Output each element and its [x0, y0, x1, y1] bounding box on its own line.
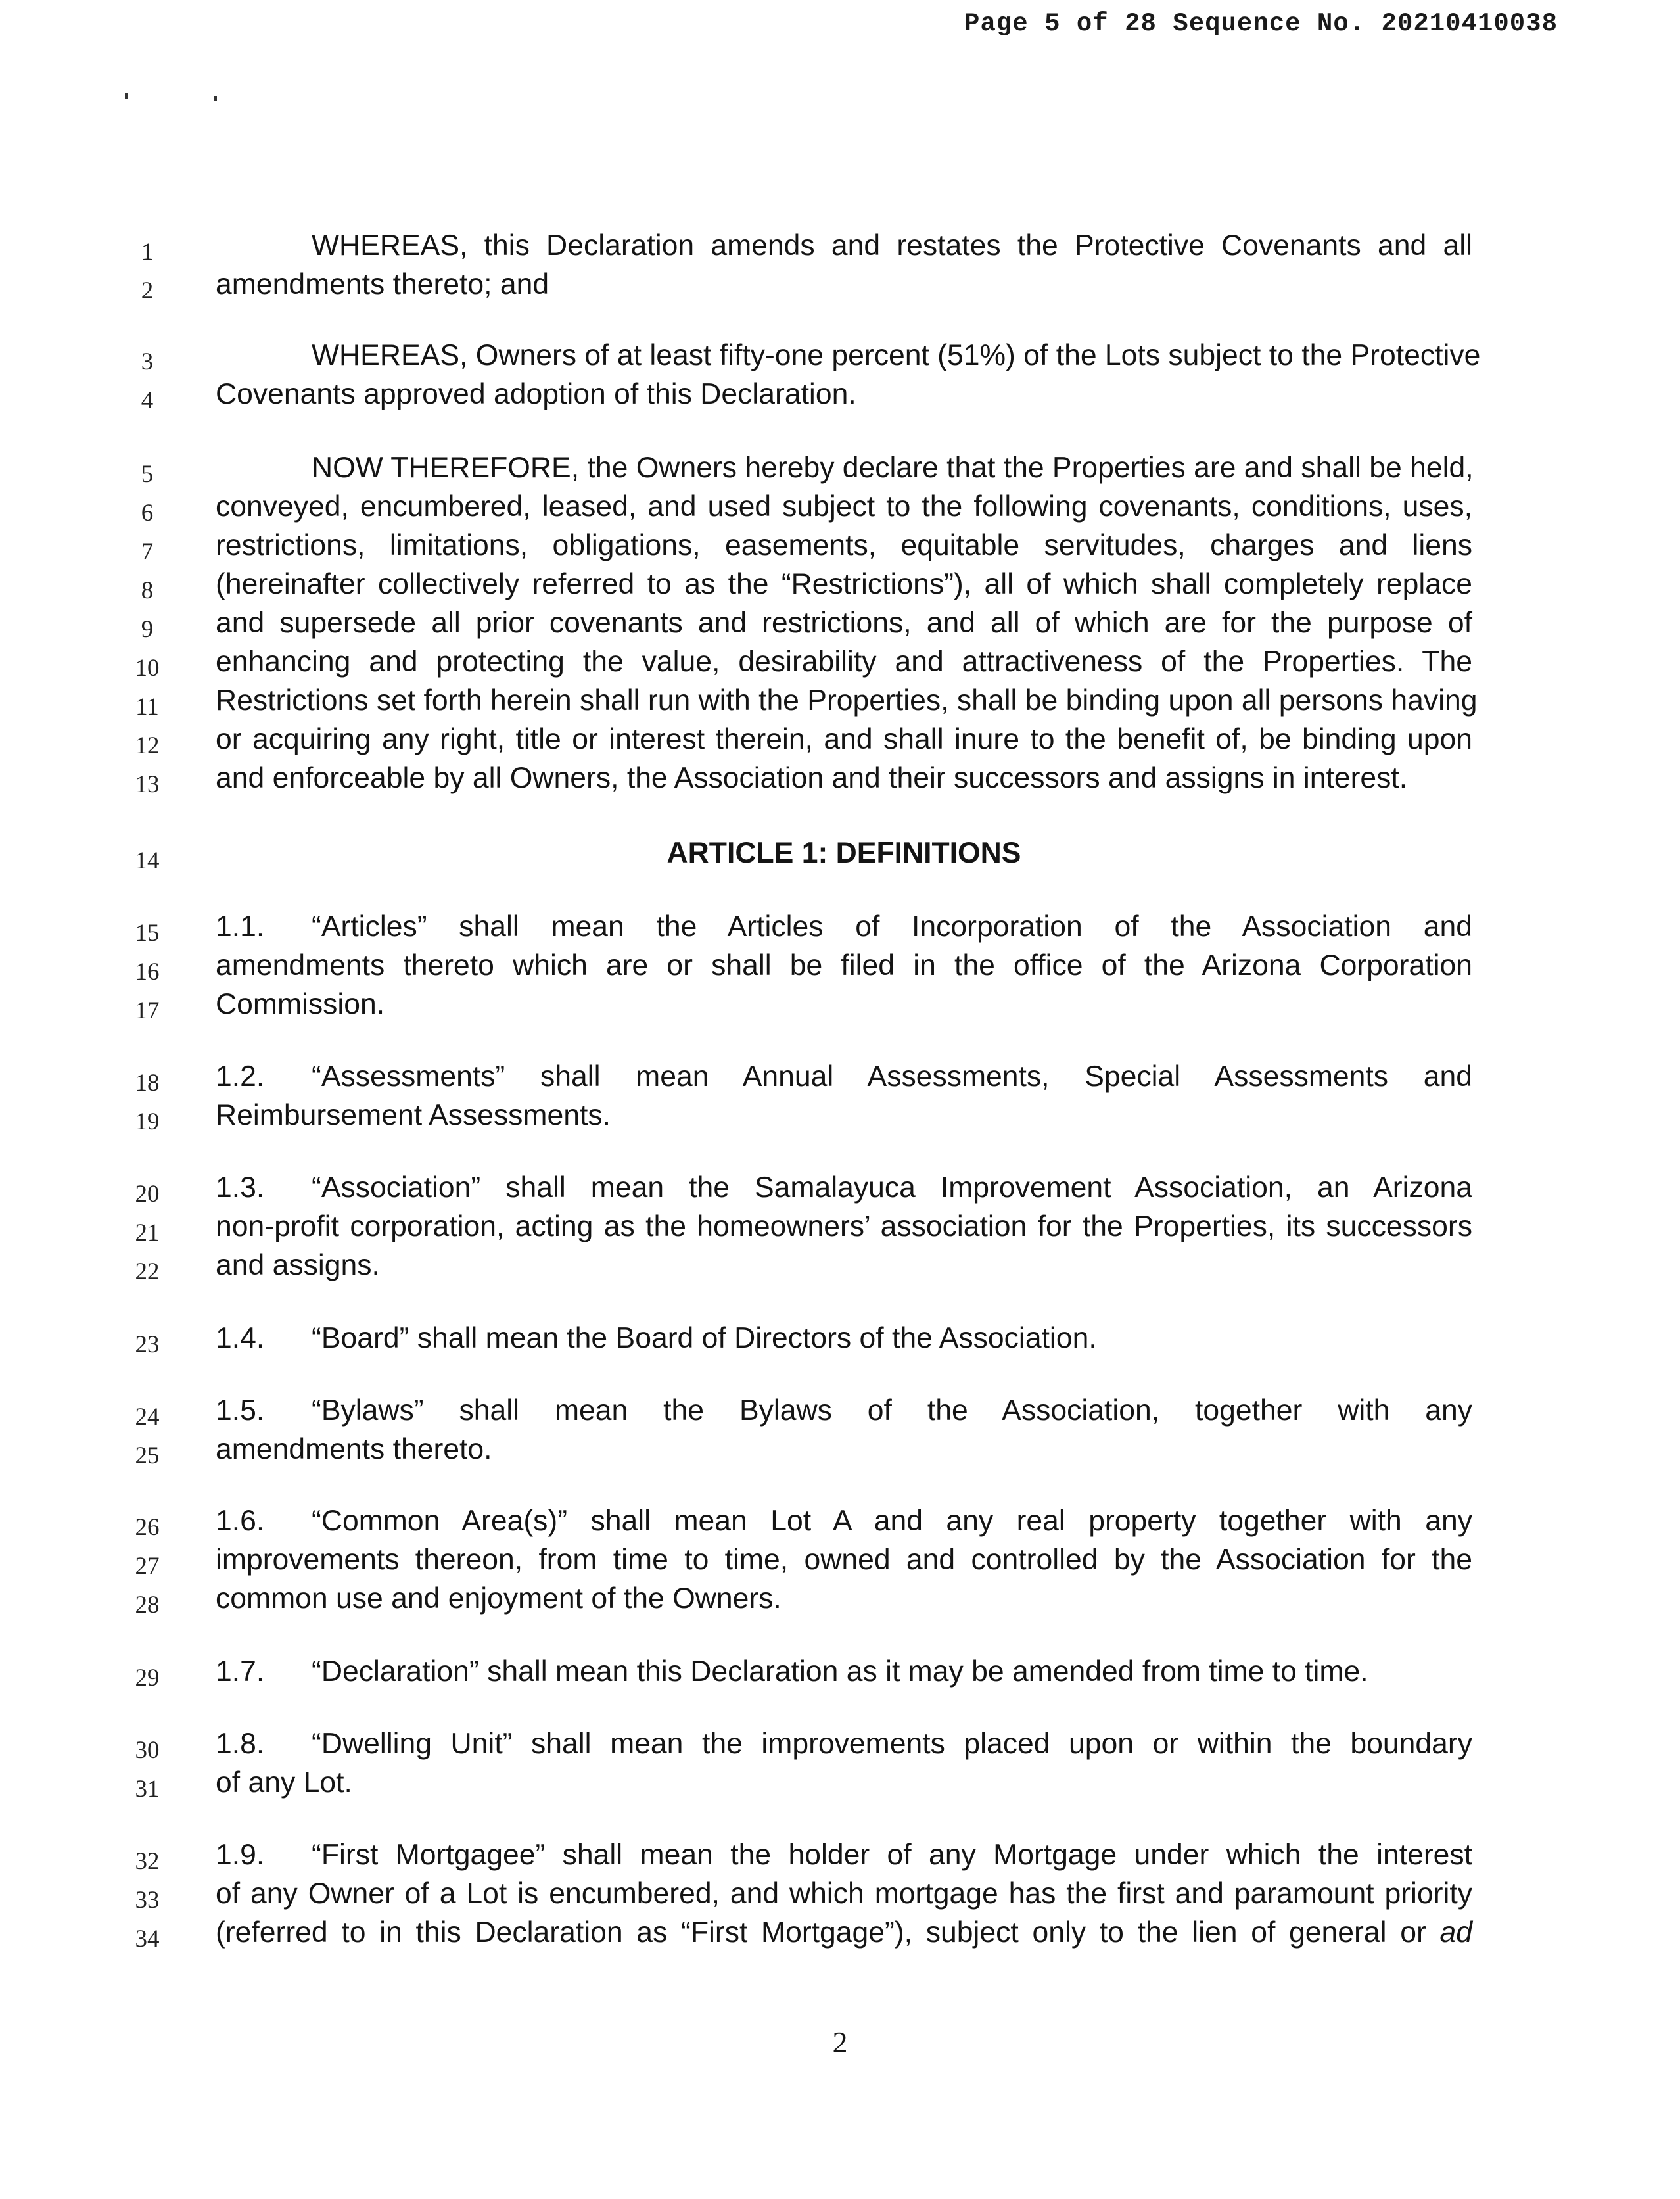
text-line: Reimbursement Assessments.	[216, 1099, 611, 1131]
line-number: 31	[135, 1776, 160, 1803]
scan-speck	[125, 93, 128, 99]
text-line: of any Lot.	[216, 1766, 352, 1799]
definition-line	[216, 1392, 1472, 1429]
line-number: 6	[141, 500, 154, 527]
line-number: 11	[135, 694, 159, 721]
text-line: amendments thereto which are or shall be filed in the office of the Arizona Corporation	[216, 949, 1472, 981]
line-number: 18	[135, 1070, 160, 1097]
line-number: 27	[135, 1553, 160, 1580]
section-number: 1.7.	[216, 1655, 265, 1688]
text-line: and supersede all prior covenants and restrictions, and all of which are for the purpose of	[216, 607, 1472, 639]
definition-text: “Association” shall mean the Samalayuca Improvement Association, an Arizona	[312, 1171, 1472, 1204]
line-number: 9	[141, 616, 154, 643]
text-line: conveyed, encumbered, leased, and used subject to the following covenants, conditions, uses,	[216, 490, 1472, 523]
definition-text: “Common Area(s)” shall mean Lot A and any real property together with any	[312, 1505, 1472, 1537]
section-number: 1.3.	[216, 1171, 265, 1204]
line-number: 4	[141, 387, 154, 414]
definition-line	[216, 1170, 1472, 1206]
section-number: 1.8.	[216, 1728, 265, 1760]
definition-text: “Bylaws” shall mean the Bylaws of the Association, together with any	[312, 1394, 1472, 1427]
line-number: 28	[135, 1592, 160, 1619]
article-heading: ARTICLE 1: DEFINITIONS	[666, 837, 1021, 869]
text-line: WHEREAS, this Declaration amends and restates the Protective Covenants and all	[312, 229, 1472, 262]
line-number: 5	[141, 461, 154, 488]
line-number: 22	[135, 1258, 160, 1285]
line-number: 32	[135, 1848, 160, 1875]
line-number: 25	[135, 1442, 160, 1469]
line-number: 19	[135, 1108, 160, 1135]
section-number: 1.1.	[216, 910, 265, 943]
text-line: NOW THEREFORE, the Owners hereby declare that the Properties are and shall be held,	[312, 452, 1474, 484]
line-number: 34	[135, 1926, 160, 1952]
text-line: of any Owner of a Lot is encumbered, and which mortgage has the first and paramount priority	[216, 1878, 1472, 1910]
definition-line	[216, 1726, 1472, 1762]
definition-line	[216, 1653, 1472, 1690]
text-line: amendments thereto.	[216, 1433, 492, 1465]
scan-speck	[214, 96, 217, 101]
definition-text: “Assessments” shall mean Annual Assessments, Special Assessments and	[312, 1060, 1472, 1093]
definition-line	[216, 1320, 1472, 1357]
text-line: improvements thereon, from time to time, owned and controlled by the Association for the	[216, 1544, 1472, 1576]
line-number: 26	[135, 1514, 160, 1541]
line-number: 7	[141, 538, 154, 565]
text-line: common use and enjoyment of the Owners.	[216, 1582, 782, 1615]
line-number: 14	[135, 847, 160, 874]
definition-text: “First Mortgagee” shall mean the holder of any Mortgage under which the interest	[312, 1839, 1472, 1871]
text-line: enhancing and protecting the value, desirability and attractiveness of the Properties. The	[216, 646, 1472, 678]
line-number: 8	[141, 577, 154, 604]
text-line: non-profit corporation, acting as the homeowners’ association for the Properties, its successors	[216, 1210, 1472, 1242]
text-line: restrictions, limitations, obligations, easements, equitable servitudes, charges and liens	[216, 529, 1472, 561]
line-number: 10	[135, 655, 160, 682]
line-number: 3	[141, 348, 154, 375]
line-number: 17	[135, 997, 160, 1024]
italic-word: ad	[1439, 1916, 1472, 1949]
definition-line	[216, 909, 1472, 945]
line-number: 20	[135, 1181, 160, 1208]
line-number: 15	[135, 920, 160, 947]
definition-text: “Board” shall mean the Board of Directors of the Association.	[312, 1322, 1097, 1354]
line-number: 30	[135, 1737, 160, 1764]
line-number: 24	[135, 1404, 160, 1431]
page-number: 2	[832, 2025, 848, 2059]
section-number: 1.5.	[216, 1394, 265, 1427]
definition-line	[216, 1503, 1472, 1540]
text-line: (hereinafter collectively referred to as the “Restrictions”), all of which shall completely replace	[216, 568, 1472, 600]
definition-text: “Articles” shall mean the Articles of Incorporation of the Association and	[312, 910, 1472, 943]
text-line: Covenants approved adoption of this Declaration.	[216, 378, 856, 410]
section-number: 1.4.	[216, 1322, 265, 1354]
line-number: 23	[135, 1331, 160, 1358]
definition-text: “Declaration” shall mean this Declaration as it may be amended from time to time.	[312, 1655, 1368, 1688]
line-number: 21	[135, 1219, 160, 1246]
line-number: 13	[135, 771, 160, 798]
line-number: 16	[135, 958, 160, 985]
text-line	[216, 1914, 1472, 1951]
section-number: 1.9.	[216, 1839, 265, 1871]
text-line-main: (referred to in this Declaration as “First Mortgage”), subject only to the lien of general or	[216, 1916, 1426, 1949]
text-line: Restrictions set forth herein shall run with the Properties, shall be binding upon all persons having	[216, 684, 1478, 717]
text-line: and assigns.	[216, 1249, 380, 1281]
line-number: 2	[141, 277, 154, 304]
line-number: 29	[135, 1665, 160, 1691]
text-line: or acquiring any right, title or interest therein, and shall inure to the benefit of, be binding upon	[216, 723, 1472, 755]
section-number: 1.6.	[216, 1505, 265, 1537]
text-line: Commission.	[216, 988, 385, 1020]
line-number: 1	[141, 239, 154, 266]
text-line: amendments thereto; and	[216, 268, 549, 300]
text-line: and enforceable by all Owners, the Association and their successors and assigns in interest.	[216, 762, 1408, 794]
line-number: 33	[135, 1887, 160, 1914]
definition-line	[216, 1058, 1472, 1095]
definition-text: “Dwelling Unit” shall mean the improvements placed upon or within the boundary	[312, 1728, 1472, 1760]
text-line: WHEREAS, Owners of at least fifty-one percent (51%) of the Lots subject to the Protective	[312, 339, 1481, 371]
definition-line	[216, 1837, 1472, 1874]
line-number: 12	[135, 732, 160, 759]
recording-header-stamp: Page 5 of 28 Sequence No. 20210410038	[964, 9, 1558, 38]
section-number: 1.2.	[216, 1060, 265, 1093]
